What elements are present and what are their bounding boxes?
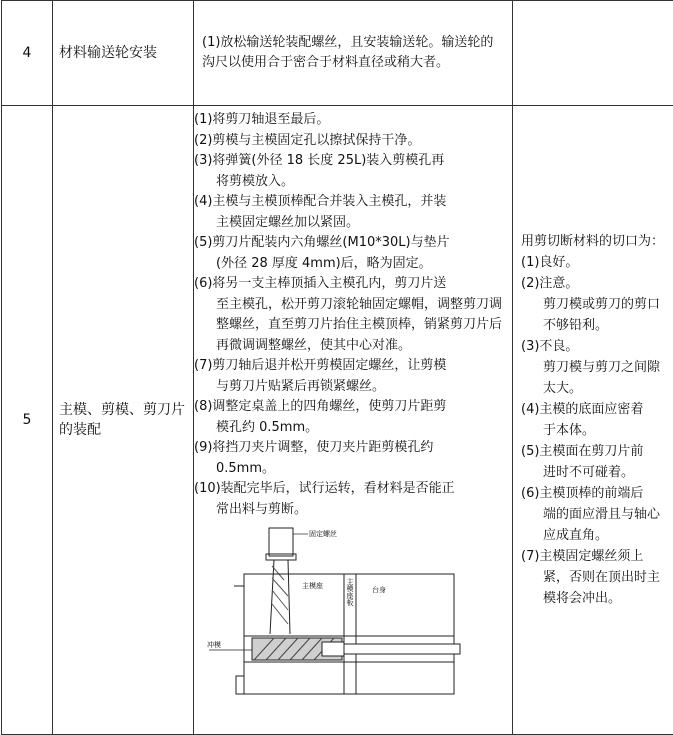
list-item (521, 546, 672, 609)
procedure-cell (194, 106, 513, 735)
list-item (194, 151, 512, 192)
item-text: (5)主模面在剪刀片前 (521, 444, 643, 459)
assembly-table (1, 0, 673, 735)
item-text: (2)剪模与主模固定孔以擦拭保持干净。 (194, 133, 420, 148)
row-number: 4 (2, 1, 53, 106)
item-continuation: 模孔约 0.5mm。 (194, 418, 512, 439)
assembly-figure (204, 526, 464, 708)
item-name: 材料输送轮安装 (53, 1, 194, 106)
label-fixing-screw: 固定螺丝 (309, 529, 337, 538)
list-item (194, 397, 512, 438)
item-text: (7)剪刀轴后退并松开剪模固定螺丝，让剪模 (194, 358, 446, 373)
item-continuation: 剪刀模与剪刀之间隙太大。 (521, 357, 672, 399)
table-row (2, 1, 673, 106)
item-continuation: 与剪刀片贴紧后再锁紧螺丝。 (194, 377, 512, 398)
procedure-steps (194, 110, 512, 520)
notes-list (513, 252, 673, 609)
list-item (194, 131, 512, 152)
item-text: (10)装配完毕后，试行运转，看材料是否能正 (194, 481, 455, 496)
row-number: 5 (2, 106, 53, 735)
item-continuation: 剪刀模或剪刀的剪口不够铅利。 (521, 294, 672, 336)
list-item (521, 441, 672, 483)
item-continuation: 主模固定螺丝加以紧固。 (194, 213, 512, 234)
item-text: (3)不良。 (521, 339, 578, 354)
item-continuation: 至主模孔，松开剪刀滚轮轴固定螺帽，调整剪刀调整螺丝，直至剪刀片抬住主模顶棒，销紧剪刀片后再微调调整螺丝，使其中心对准。 (194, 295, 512, 357)
item-text: (8)调整定桌盖上的四角螺丝，使剪刀片距剪 (194, 399, 446, 414)
item-text: (9)将挡刀夹片调整，使刀夹片距剪模孔约 (194, 440, 433, 455)
list-item (194, 192, 512, 233)
list-item (521, 336, 672, 399)
item-text: (4)主模的底面应密着 (521, 402, 643, 417)
procedure-text: (1)放松输送轮装配螺丝，且安装输送轮。输送轮的沟尺以使用合于密合于材料直径或稍大者。 (202, 33, 506, 73)
list-item (194, 274, 512, 356)
table-row (2, 106, 673, 735)
list-item (521, 252, 672, 273)
item-continuation: 常出料与剪断。 (194, 500, 512, 521)
item-continuation: 进时不可碰着。 (521, 462, 672, 483)
item-text: (2)注意。 (521, 276, 578, 291)
item-text: (1)将剪刀轴退至最后。 (194, 112, 329, 127)
item-continuation: 端的面应滑且与轴心应成直角。 (521, 504, 672, 546)
item-text: (6)将另一支主棒顶插入主模孔内，剪刀片送 (194, 276, 446, 291)
label-table: 台身 (372, 585, 386, 594)
notes-cell (513, 106, 673, 735)
list-item (521, 483, 672, 546)
label-main-mold: 主模座 (302, 581, 323, 590)
item-text: (3)将弹簧(外径 18 长度 25L)装入剪模孔再 (194, 153, 444, 168)
item-text: (7)主模固定螺丝须上 (521, 549, 643, 564)
item-continuation: 0.5mm。 (194, 459, 512, 480)
list-item (194, 110, 512, 131)
item-continuation: 将剪模放入。 (194, 172, 512, 193)
notes-intro: 用剪切断材料的切口为： (521, 232, 672, 252)
item-text: (6)主模顶棒的前端后 (521, 486, 643, 501)
item-continuation: 紧，否则在顶出时主模将会冲出。 (521, 567, 672, 609)
item-continuation: (外径 28 厚度 4mm)后，略为固定。 (194, 254, 512, 275)
item-name: 主模、剪模、剪刀片的装配 (53, 106, 194, 735)
notes-cell (513, 1, 673, 106)
label-punch: 冲模 (207, 640, 221, 649)
item-text: (1)良好。 (521, 255, 578, 270)
list-item (194, 233, 512, 274)
item-text: (5)剪刀片配装内六角螺丝(M10*30L)与垫片 (194, 235, 450, 250)
item-continuation: 于本体。 (521, 420, 672, 441)
item-text: (4)主模与主模顶棒配合并装入主模孔，并装 (194, 194, 446, 209)
procedure-cell (194, 1, 513, 106)
list-item (194, 356, 512, 397)
list-item (194, 479, 512, 520)
list-item (194, 438, 512, 479)
label-mold-plate: 主模座板 (346, 577, 354, 607)
list-item (521, 399, 672, 441)
list-item (521, 273, 672, 336)
